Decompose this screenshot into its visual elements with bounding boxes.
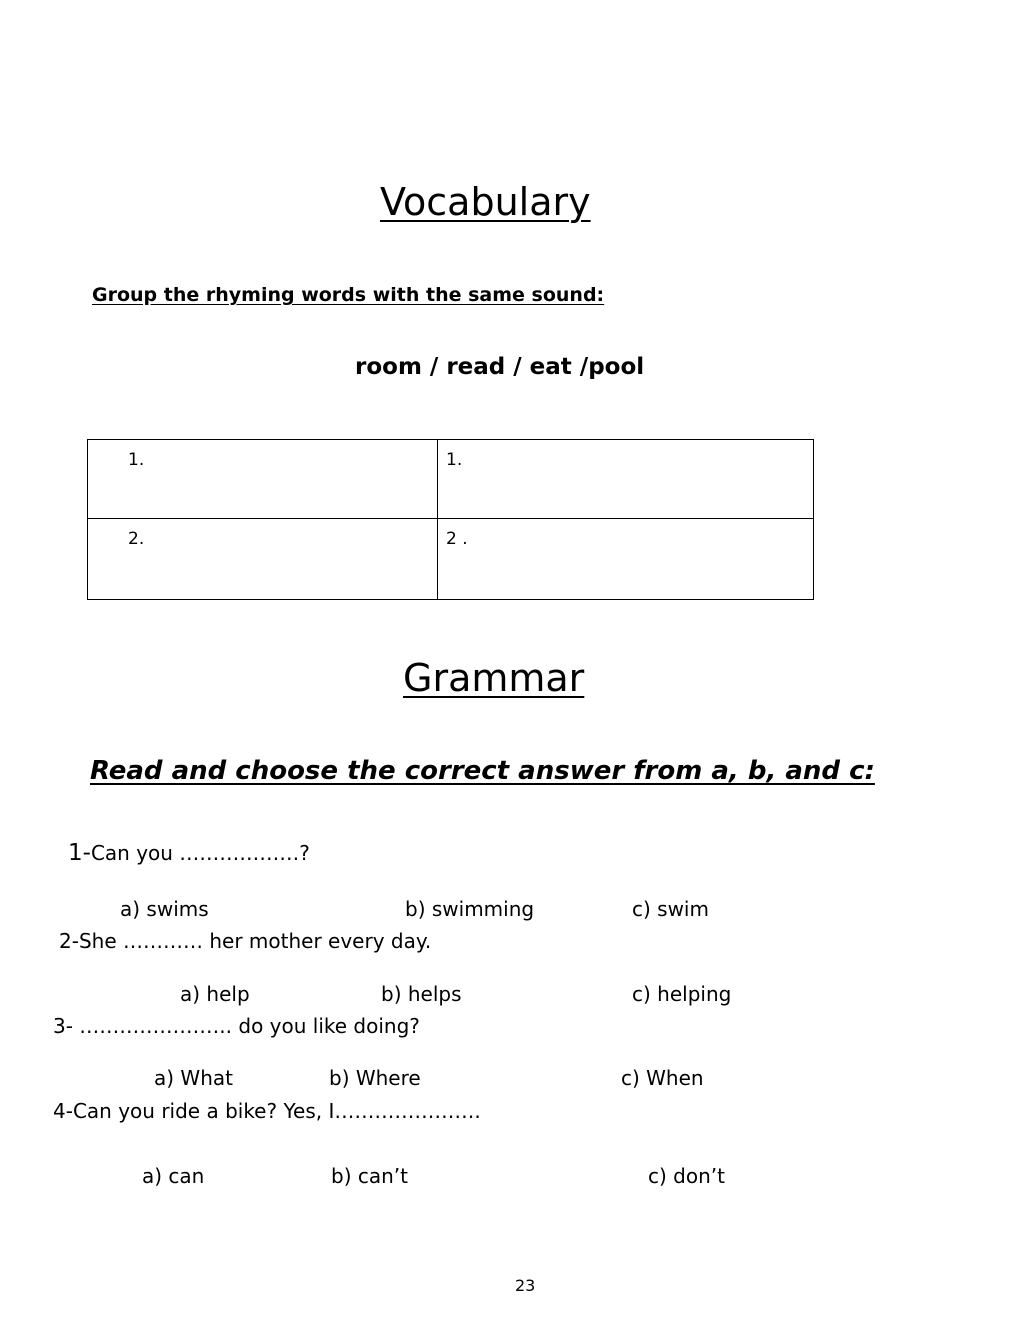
table-row	[88, 519, 814, 600]
option-c[interactable]: c) swim	[632, 897, 709, 921]
grammar-instruction: Read and choose the correct answer from a, b, and c:	[90, 756, 875, 786]
question-text: Can you ride a bike? Yes, I………………….	[72, 1099, 481, 1123]
vocabulary-title: Vocabulary	[380, 180, 591, 224]
cell-label: 2.	[128, 529, 145, 549]
question-text: Can you ………………?	[90, 841, 310, 865]
question-2	[59, 929, 431, 953]
word-bank: room / read / eat /pool	[355, 354, 645, 380]
table-row	[88, 440, 814, 519]
option-a[interactable]: a) swims	[120, 897, 209, 921]
question-4	[53, 1099, 481, 1123]
option-a[interactable]: a) What	[154, 1066, 233, 1090]
page-number: 23	[515, 1276, 536, 1295]
table-cell-left-2[interactable]	[88, 519, 438, 600]
table-cell-right-2[interactable]	[438, 519, 814, 600]
question-3	[53, 1014, 420, 1038]
table-cell-left-1[interactable]	[88, 440, 438, 519]
question-number: 4-	[53, 1099, 73, 1123]
option-c[interactable]: c) don’t	[648, 1164, 725, 1188]
cell-label: 1.	[128, 450, 145, 470]
question-text: ………………….. do you like doing?	[72, 1014, 420, 1038]
option-c[interactable]: c) When	[621, 1066, 704, 1090]
question-1	[68, 840, 310, 866]
table-cell-right-1[interactable]	[438, 440, 814, 519]
option-b[interactable]: b) can’t	[331, 1164, 408, 1188]
question-text: She ………… her mother every day.	[78, 929, 432, 953]
question-number: 2-	[59, 929, 79, 953]
question-number: 1-	[68, 840, 91, 866]
option-b[interactable]: b) swimming	[405, 897, 535, 921]
option-a[interactable]: a) can	[142, 1164, 205, 1188]
cell-label: 1.	[446, 450, 463, 470]
rhyme-table	[87, 439, 814, 600]
option-a[interactable]: a) help	[180, 982, 250, 1006]
option-c[interactable]: c) helping	[632, 982, 732, 1006]
option-b[interactable]: b) helps	[381, 982, 462, 1006]
grammar-title: Grammar	[403, 656, 585, 700]
question-number: 3-	[53, 1014, 73, 1038]
option-b[interactable]: b) Where	[329, 1066, 421, 1090]
vocabulary-instruction: Group the rhyming words with the same sound:	[92, 284, 605, 306]
cell-label: 2 .	[446, 529, 468, 549]
